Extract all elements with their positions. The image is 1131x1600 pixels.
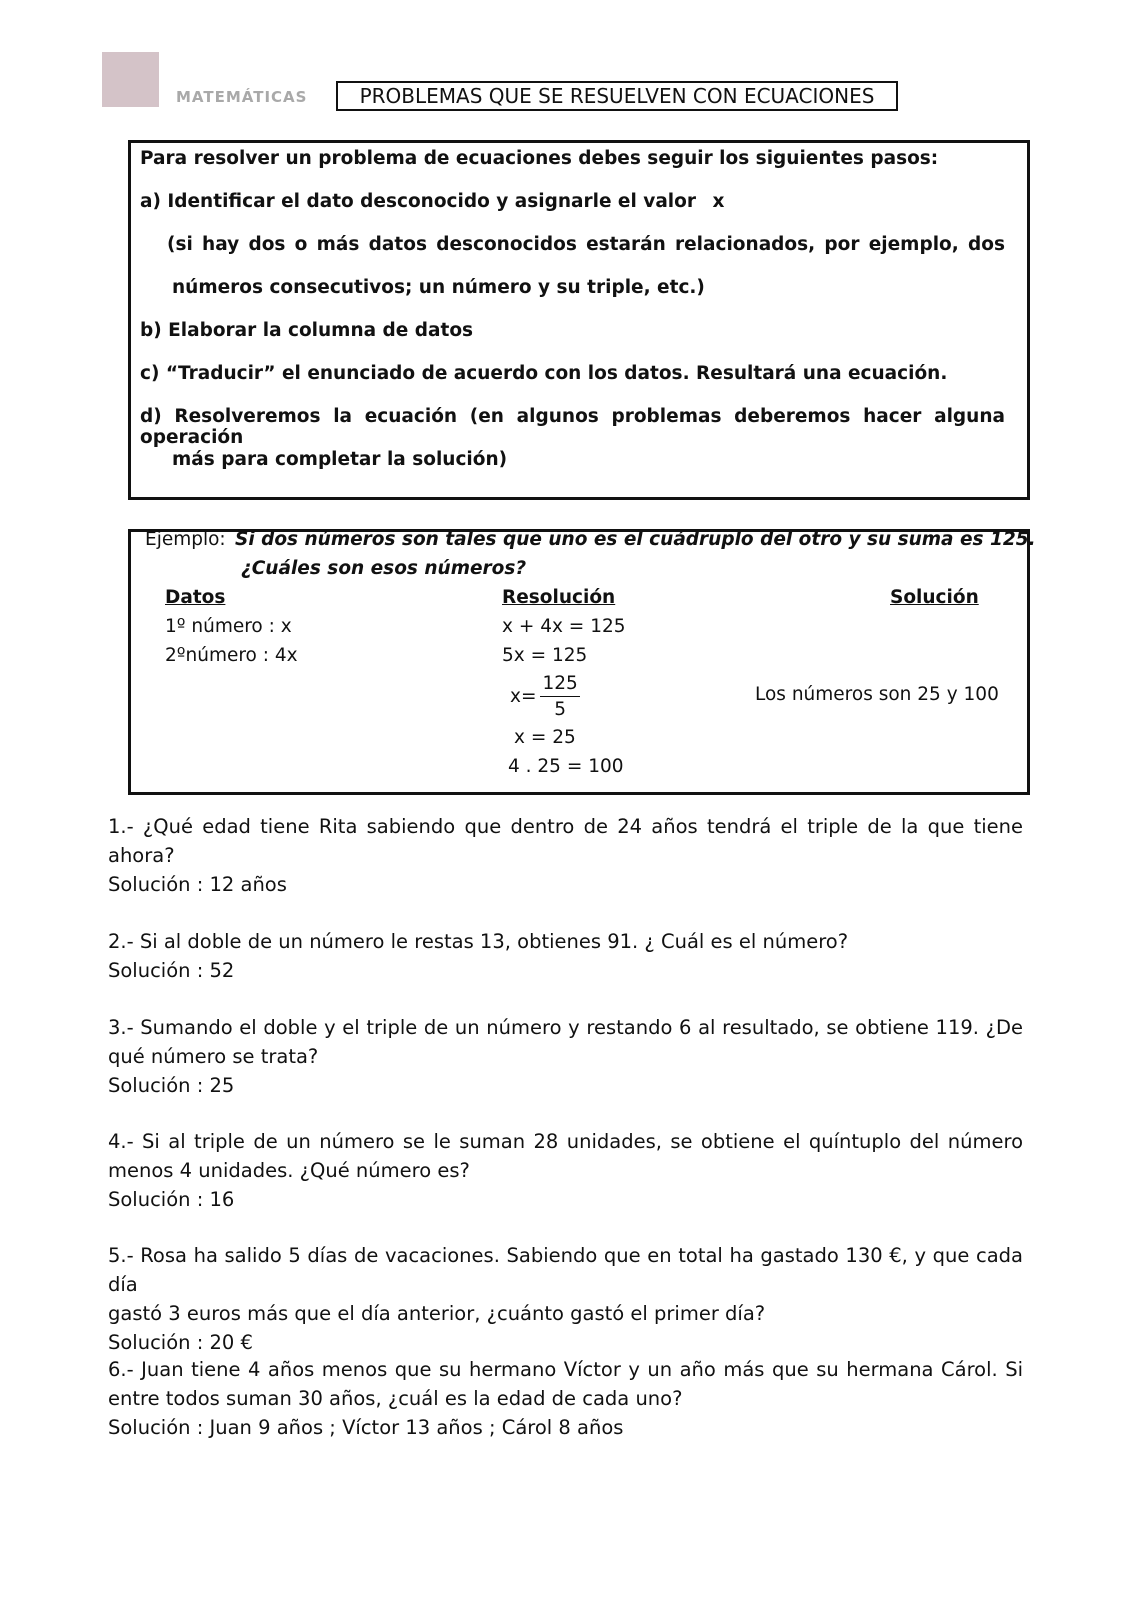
problem-question-line-1: 4.- Si al triple de un número se le suman 28 unidades, se obtiene el quíntuplo del número <box>108 1130 1023 1153</box>
problem-item <box>108 1355 1023 1442</box>
problem-item <box>108 812 1023 899</box>
problem-question-line-2: qué número se trata? <box>108 1045 319 1068</box>
step-a-text: a) Identificar el dato desconocido y asignarle el valor <box>140 191 696 212</box>
step-c: c) “Traducir” el enunciado de acuerdo con los datos. Resultará una ecuación. <box>140 363 948 384</box>
page-title: PROBLEMAS QUE SE RESUELVEN CON ECUACIONES <box>336 81 898 111</box>
step-a-note-line-1: (si hay dos o más datos desconocidos estarán relacionados, por ejemplo, dos <box>167 234 1005 255</box>
subject-label: MATEMÁTICAS <box>176 88 308 106</box>
fraction-numerator: 125 <box>540 671 579 697</box>
problem-solution: Solución : 20 € <box>108 1331 253 1354</box>
step-a-variable: x <box>712 191 725 212</box>
problem-question-line-2: ahora? <box>108 844 175 867</box>
problem-item <box>108 1013 1023 1100</box>
fraction-denominator: 5 <box>554 699 566 720</box>
problem-question-line-2: gastó 3 euros más que el día anterior, ¿cuánto gastó el primer día? <box>108 1302 766 1325</box>
problem-question-line-1: 2.- Si al doble de un número le restas 13, obtienes 91. ¿ Cuál es el número? <box>108 930 849 953</box>
problem-question-line-1: 5.- Rosa ha salido 5 días de vacaciones. Sabiendo que en total ha gastado 130 €, y que cada día <box>108 1244 1023 1296</box>
step-d-line-1: d) Resolveremos la ecuación (en algunos problemas deberemos hacer alguna operación <box>140 406 1005 448</box>
problem-item <box>108 1127 1023 1214</box>
steps-box <box>128 140 1030 500</box>
datos-item: 1º número : x <box>165 616 292 637</box>
problem-question-line-1: 3.- Sumando el doble y el triple de un número y restando 6 al resultado, se obtiene 119. ¿De <box>108 1016 1023 1039</box>
example-box <box>128 529 1036 795</box>
resolucion-header: Resolución <box>502 587 616 608</box>
step-d-line-2: más para completar la solución) <box>172 449 508 470</box>
example-statement-line-2: ¿Cuáles son esos números? <box>241 558 527 579</box>
fraction-stack <box>540 671 579 722</box>
problem-solution: Solución : 16 <box>108 1188 235 1211</box>
resolution-step: 5x = 125 <box>502 645 588 666</box>
header-color-block <box>102 52 159 107</box>
problem-question-line-1: 1.- ¿Qué edad tiene Rita sabiendo que dentro de 24 años tendrá el triple de la que tiene <box>108 815 1023 838</box>
resolution-step: 4 . 25 = 100 <box>508 756 624 777</box>
problem-solution: Solución : Juan 9 años ; Víctor 13 años ; Cárol 8 años <box>108 1416 624 1439</box>
problem-solution: Solución : 52 <box>108 959 235 982</box>
steps-intro: Para resolver un problema de ecuaciones debes seguir los siguientes pasos: <box>140 148 939 169</box>
problem-question-line-2: entre todos suman 30 años, ¿cuál es la edad de cada uno? <box>108 1387 683 1410</box>
problem-item <box>108 1241 1023 1357</box>
step-a <box>140 191 724 212</box>
example-solution: Los números son 25 y 100 <box>755 684 999 705</box>
datos-item: 2ºnúmero : 4x <box>165 645 298 666</box>
problem-question-line-1: 6.- Juan tiene 4 años menos que su hermano Víctor y un año más que su hermana Cárol. Si <box>108 1358 1023 1381</box>
step-a-note-line-2: números consecutivos; un número y su triple, etc.) <box>172 277 705 298</box>
problem-question-line-2: menos 4 unidades. ¿Qué número es? <box>108 1159 470 1182</box>
datos-header: Datos <box>165 587 226 608</box>
resolution-fraction <box>510 671 580 722</box>
problem-item <box>108 927 1023 985</box>
resolution-step: x = 25 <box>514 727 576 748</box>
fraction-lhs: x= <box>510 686 537 707</box>
resolution-step: x + 4x = 125 <box>502 616 626 637</box>
solucion-header: Solución <box>890 587 979 608</box>
example-statement-line-1: Si dos números son tales que uno es el cuádruplo del otro y su suma es 125. <box>235 529 1036 550</box>
problem-solution: Solución : 25 <box>108 1074 235 1097</box>
step-b: b) Elaborar la columna de datos <box>140 320 474 341</box>
example-label: Ejemplo: <box>145 529 226 550</box>
problem-solution: Solución : 12 años <box>108 873 287 896</box>
